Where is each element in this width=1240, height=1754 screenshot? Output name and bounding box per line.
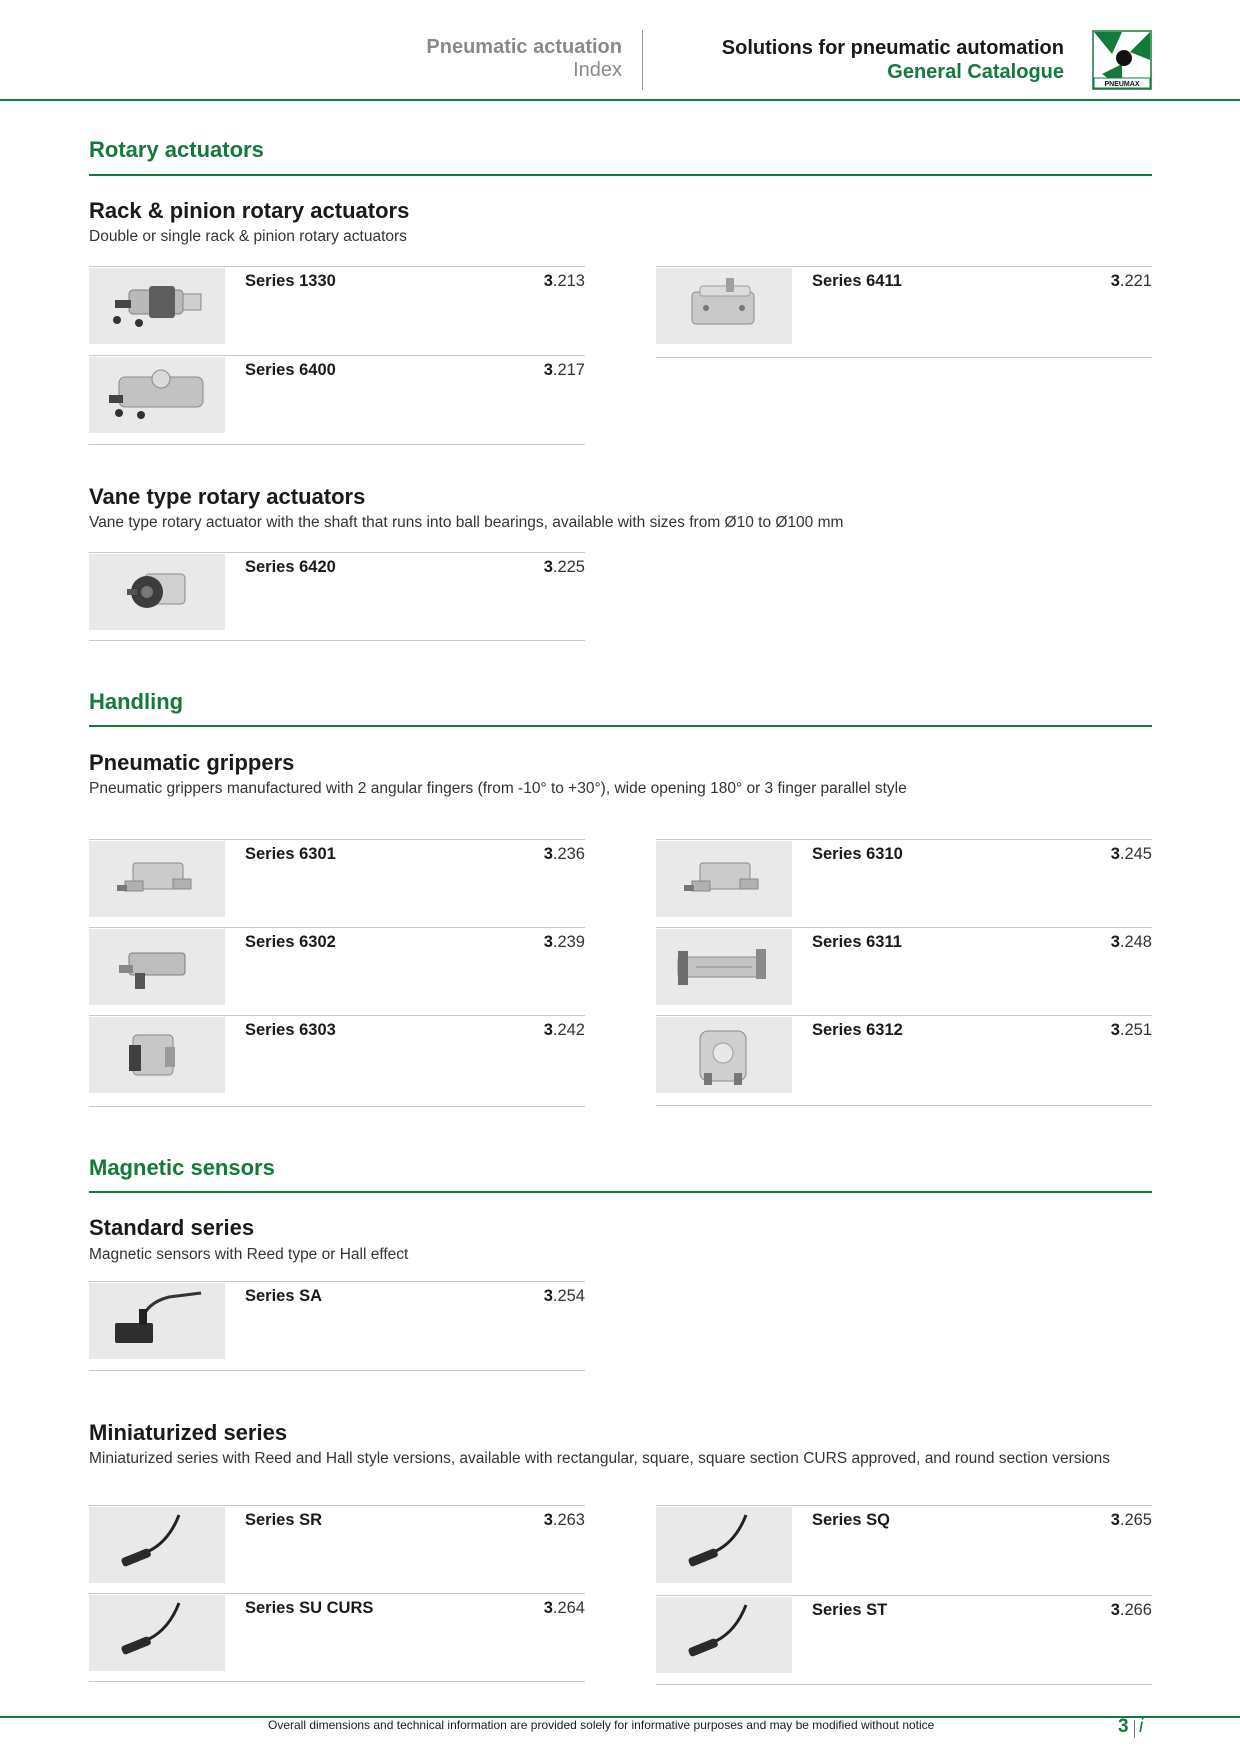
series-name: Series 6420: [245, 558, 336, 576]
product-image: [89, 1017, 225, 1093]
product-image: [656, 1507, 792, 1583]
catalogue-item-series-6301[interactable]: [89, 839, 585, 929]
section-rule-sensors: [89, 1191, 1152, 1193]
page-ref: 3.264: [543, 1599, 585, 1617]
page-ref: 3.251: [1110, 1021, 1152, 1039]
section-rule-rotary: [89, 174, 1152, 176]
catalogue-item-series-6303[interactable]: [89, 1015, 585, 1105]
page-ref: 3.225: [543, 558, 585, 576]
subsection-title-vane: Vane type rotary actuators: [89, 484, 366, 509]
page-ref: 3.248: [1110, 933, 1152, 951]
series-name: Series 6302: [245, 933, 336, 951]
footer-disclaimer: Overall dimensions and technical information are provided solely for informative purposes and may be modified without notice: [268, 1718, 935, 1732]
series-name: Series SQ: [812, 1511, 890, 1529]
list-end-rule: [656, 1105, 1152, 1106]
series-name: Series SU CURS: [245, 1599, 374, 1617]
series-name: Series ST: [812, 1601, 888, 1619]
page-ref: 3.239: [543, 933, 585, 951]
page-ref: 3.213: [543, 272, 585, 290]
list-end-rule: [89, 1106, 585, 1107]
product-image: [89, 268, 225, 344]
page-ref: 3.236: [543, 845, 585, 863]
catalogue-item-series-6411[interactable]: [656, 266, 1152, 356]
series-name: Series 6312: [812, 1021, 903, 1039]
product-image: [89, 841, 225, 917]
page-ref: 3.221: [1110, 272, 1152, 290]
header-catalogue-line1: Solutions for pneumatic automation: [721, 37, 1064, 59]
series-name: Series 1330: [245, 272, 336, 290]
series-name: Series 6411: [812, 272, 902, 290]
product-image: [89, 1595, 225, 1671]
series-name: Series SR: [245, 1511, 323, 1529]
product-image: [656, 1017, 792, 1093]
header-subsection: Index: [573, 59, 622, 81]
catalogue-item-series-st[interactable]: [656, 1595, 1152, 1685]
footer-chapter-number: 3: [1118, 1716, 1129, 1737]
product-image: [656, 929, 792, 1005]
list-end-rule: [89, 1370, 585, 1371]
page-header: [0, 0, 1240, 102]
catalogue-item-series-6311[interactable]: [656, 927, 1152, 1017]
product-image: [89, 1507, 225, 1583]
page-ref: 3.217: [543, 361, 585, 379]
list-end-rule: [656, 1684, 1152, 1685]
product-image: [89, 1283, 225, 1359]
product-image: [89, 554, 225, 630]
catalogue-item-series-6312[interactable]: [656, 1015, 1152, 1105]
subsection-title-mini: Miniaturized series: [89, 1420, 288, 1445]
series-name: Series 6311: [812, 933, 902, 951]
subsection-title-grippers: Pneumatic grippers: [89, 750, 295, 775]
series-name: Series 6301: [245, 845, 336, 863]
subsection-title-standard: Standard series: [89, 1215, 255, 1240]
product-image: [656, 841, 792, 917]
series-name: Series 6303: [245, 1021, 336, 1039]
catalogue-item-series-sr[interactable]: [89, 1505, 585, 1595]
section-rule-handling: [89, 725, 1152, 727]
header-rule: [0, 99, 1240, 101]
footer-page-number: i: [1139, 1716, 1144, 1737]
subsection-desc-vane: Vane type rotary actuator with the shaft that runs into ball bearings, available with sizes from Ø10 to Ø100 mm: [89, 514, 844, 531]
subsection-desc-grippers: Pneumatic grippers manufactured with 2 angular fingers (from -10° to +30°), wide opening 180° or 3 finger parallel style: [89, 780, 907, 797]
catalogue-item-series-sq[interactable]: [656, 1505, 1152, 1595]
catalogue-item-series-6302[interactable]: [89, 927, 585, 1017]
product-image: [656, 268, 792, 344]
page-ref: 3.263: [543, 1511, 585, 1529]
product-image: [89, 357, 225, 433]
series-name: Series 6310: [812, 845, 903, 863]
header-divider: [642, 30, 643, 90]
footer-separator: [1134, 1720, 1135, 1738]
page-ref: 3.245: [1110, 845, 1152, 863]
subsection-desc-standard: Magnetic sensors with Reed type or Hall effect: [89, 1246, 409, 1263]
pneumax-logo-icon: [1092, 30, 1152, 90]
catalogue-item-series-6310[interactable]: [656, 839, 1152, 929]
header-section: Pneumatic actuation: [426, 36, 622, 58]
page-ref: 3.265: [1110, 1511, 1152, 1529]
list-end-rule: [89, 1681, 585, 1682]
catalogue-item-series-1330[interactable]: [89, 266, 585, 356]
series-name: Series 6400: [245, 361, 336, 379]
subsection-desc-rack-pinion: Double or single rack & pinion rotary actuators: [89, 228, 407, 245]
header-catalogue-block: [722, 36, 1064, 84]
list-end-rule: [89, 640, 585, 641]
svg-text:PNEUMAX: PNEUMAX: [1104, 81, 1140, 88]
product-image: [89, 929, 225, 1005]
catalogue-item-series-6400[interactable]: [89, 355, 585, 445]
catalogue-item-series-sa[interactable]: [89, 1281, 585, 1371]
catalogue-item-series-su-curs[interactable]: [89, 1593, 585, 1683]
header-catalogue-line2: General Catalogue: [887, 61, 1064, 83]
catalogue-item-series-6420[interactable]: [89, 552, 585, 642]
page-ref: 3.242: [543, 1021, 585, 1039]
header-section-block: [426, 36, 622, 82]
section-title-handling: Handling: [89, 689, 184, 714]
page-ref: 3.254: [543, 1287, 585, 1305]
section-title-sensors: Magnetic sensors: [89, 1155, 275, 1180]
subsection-desc-mini: Miniaturized series with Reed and Hall style versions, available with rectangular, square, square section CURS approved, and round section versions: [89, 1450, 1110, 1467]
product-image: [656, 1597, 792, 1673]
subsection-title-rack-pinion: Rack & pinion rotary actuators: [89, 198, 410, 223]
series-name: Series SA: [245, 1287, 323, 1305]
section-title-rotary: Rotary actuators: [89, 137, 264, 162]
page-ref: 3.266: [1110, 1601, 1152, 1619]
list-end-rule: [89, 444, 585, 445]
list-end-rule: [656, 357, 1152, 358]
